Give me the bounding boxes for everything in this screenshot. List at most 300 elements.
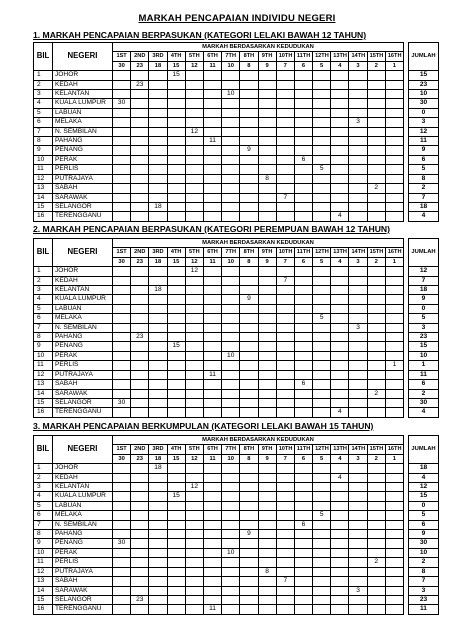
empty-cell: [294, 473, 312, 482]
jumlah-cell: 3: [409, 118, 439, 127]
empty-cell: [331, 71, 349, 80]
points-header: 12: [185, 61, 203, 70]
jumlah-cell: 23: [409, 333, 439, 342]
empty-cell: [131, 361, 149, 370]
empty-cell: [294, 483, 312, 492]
empty-cell: [313, 389, 331, 398]
state-name: TERENGGANU: [53, 605, 113, 614]
position-header: 14TH: [349, 52, 367, 61]
position-header: 9TH: [258, 52, 276, 61]
empty-cell: [367, 323, 385, 332]
empty-cell: [385, 389, 403, 398]
position-header: 4TH: [167, 52, 185, 61]
empty-cell: [276, 539, 294, 548]
empty-cell: [113, 483, 131, 492]
empty-cell: [167, 118, 185, 127]
empty-cell: [240, 370, 258, 379]
empty-cell: [203, 146, 221, 155]
empty-cell: [313, 323, 331, 332]
empty-cell: [167, 137, 185, 146]
empty-cell: [131, 351, 149, 360]
empty-cell: [131, 184, 149, 193]
empty-cell: [313, 548, 331, 557]
empty-cell: [349, 595, 367, 604]
empty-cell: [331, 276, 349, 285]
empty-cell: [240, 165, 258, 174]
empty-cell: [367, 99, 385, 108]
state-name: SABAH: [53, 380, 113, 389]
empty-cell: [113, 586, 131, 595]
empty-cell: [313, 184, 331, 193]
empty-cell: [367, 577, 385, 586]
empty-cell: [313, 80, 331, 89]
position-header: 8TH: [240, 52, 258, 61]
empty-cell: [258, 212, 276, 221]
empty-cell: [349, 370, 367, 379]
empty-cell: [185, 511, 203, 520]
state-name: JOHOR: [53, 71, 113, 80]
position-header: 1ST: [113, 52, 131, 61]
row-number: 10: [34, 351, 53, 360]
empty-cell: [331, 361, 349, 370]
row-number: 11: [34, 361, 53, 370]
points-header: 18: [149, 257, 167, 266]
points-header: 6: [294, 61, 312, 70]
state-name: PERAK: [53, 548, 113, 557]
row-number: 2: [34, 80, 53, 89]
empty-cell: [276, 530, 294, 539]
empty-cell: [240, 520, 258, 529]
empty-cell: [367, 501, 385, 510]
state-name: SABAH: [53, 577, 113, 586]
empty-cell: [258, 530, 276, 539]
empty-cell: [313, 558, 331, 567]
row-number: 3: [34, 90, 53, 99]
jumlah-cell: 7: [409, 193, 439, 202]
empty-cell: [113, 464, 131, 473]
empty-cell: [367, 605, 385, 614]
points-header: 8: [240, 61, 258, 70]
empty-cell: [385, 605, 403, 614]
empty-cell: [240, 286, 258, 295]
section-3-table: [33, 435, 439, 615]
empty-cell: [149, 483, 167, 492]
state-name: PENANG: [53, 146, 113, 155]
empty-cell: [385, 595, 403, 604]
empty-cell: [294, 333, 312, 342]
table-row: [34, 548, 439, 557]
empty-cell: [222, 276, 240, 285]
jumlah-cell: 11: [409, 605, 439, 614]
empty-cell: [258, 492, 276, 501]
empty-cell: [331, 380, 349, 389]
empty-cell: [331, 520, 349, 529]
empty-cell: [185, 99, 203, 108]
empty-cell: [349, 558, 367, 567]
state-name: SABAH: [53, 184, 113, 193]
jumlah-cell: 6: [409, 155, 439, 164]
empty-cell: [313, 351, 331, 360]
empty-cell: [131, 380, 149, 389]
empty-cell: [313, 595, 331, 604]
empty-cell: [294, 202, 312, 211]
state-name: KEDAH: [53, 80, 113, 89]
points-header: 10: [222, 454, 240, 463]
empty-cell: [131, 342, 149, 351]
empty-cell: [331, 314, 349, 323]
empty-cell: [349, 389, 367, 398]
score-cell: 10: [222, 548, 240, 557]
empty-cell: [222, 71, 240, 80]
empty-cell: [385, 314, 403, 323]
empty-cell: [331, 99, 349, 108]
table-row: [34, 90, 439, 99]
empty-cell: [131, 389, 149, 398]
empty-cell: [276, 558, 294, 567]
empty-cell: [240, 304, 258, 313]
row-number: 16: [34, 212, 53, 221]
empty-cell: [349, 361, 367, 370]
empty-cell: [222, 530, 240, 539]
jumlah-cell: 6: [409, 520, 439, 529]
empty-cell: [240, 267, 258, 276]
empty-cell: [349, 333, 367, 342]
empty-cell: [240, 80, 258, 89]
empty-cell: [258, 193, 276, 202]
empty-cell: [131, 464, 149, 473]
empty-cell: [276, 351, 294, 360]
empty-cell: [258, 370, 276, 379]
empty-cell: [185, 184, 203, 193]
state-name: SARAWAK: [53, 586, 113, 595]
empty-cell: [113, 389, 131, 398]
empty-cell: [367, 464, 385, 473]
row-number: 11: [34, 165, 53, 174]
negeri-header: NEGERI: [53, 239, 113, 267]
empty-cell: [367, 586, 385, 595]
empty-cell: [349, 408, 367, 417]
empty-cell: [149, 165, 167, 174]
empty-cell: [313, 108, 331, 117]
empty-cell: [367, 155, 385, 164]
empty-cell: [331, 577, 349, 586]
state-name: PENANG: [53, 539, 113, 548]
empty-cell: [149, 146, 167, 155]
empty-cell: [113, 380, 131, 389]
empty-cell: [367, 398, 385, 407]
score-cell: 3: [349, 586, 367, 595]
table-row: [34, 380, 439, 389]
empty-cell: [313, 577, 331, 586]
empty-cell: [367, 351, 385, 360]
empty-cell: [349, 351, 367, 360]
empty-cell: [331, 193, 349, 202]
table-row: [34, 193, 439, 202]
position-header: 13TH: [331, 445, 349, 454]
empty-cell: [331, 492, 349, 501]
empty-cell: [240, 398, 258, 407]
empty-cell: [385, 370, 403, 379]
empty-cell: [349, 342, 367, 351]
score-cell: 11: [203, 605, 221, 614]
empty-cell: [149, 398, 167, 407]
row-number: 9: [34, 342, 53, 351]
empty-cell: [113, 595, 131, 604]
empty-cell: [185, 286, 203, 295]
jumlah-cell: 0: [409, 108, 439, 117]
row-number: 8: [34, 333, 53, 342]
jumlah-header: JUMLAH: [409, 239, 439, 267]
section-1-table: [33, 42, 439, 222]
empty-cell: [331, 155, 349, 164]
empty-cell: [185, 605, 203, 614]
empty-cell: [113, 323, 131, 332]
empty-cell: [131, 567, 149, 576]
empty-cell: [203, 577, 221, 586]
state-name: PAHANG: [53, 333, 113, 342]
empty-cell: [185, 304, 203, 313]
row-number: 14: [34, 389, 53, 398]
empty-cell: [113, 314, 131, 323]
empty-cell: [167, 530, 185, 539]
empty-cell: [385, 80, 403, 89]
empty-cell: [258, 314, 276, 323]
score-cell: 11: [203, 137, 221, 146]
empty-cell: [349, 155, 367, 164]
empty-cell: [385, 267, 403, 276]
empty-cell: [258, 473, 276, 482]
empty-cell: [367, 314, 385, 323]
jumlah-cell: 5: [409, 314, 439, 323]
empty-cell: [222, 323, 240, 332]
empty-cell: [367, 492, 385, 501]
empty-cell: [113, 520, 131, 529]
empty-cell: [276, 118, 294, 127]
empty-cell: [331, 501, 349, 510]
jumlah-cell: 2: [409, 184, 439, 193]
table-row: [34, 286, 439, 295]
score-cell: 10: [222, 90, 240, 99]
jumlah-cell: 23: [409, 595, 439, 604]
points-header: 15: [167, 61, 185, 70]
empty-cell: [113, 127, 131, 136]
empty-cell: [367, 80, 385, 89]
empty-cell: [258, 90, 276, 99]
row-number: 5: [34, 501, 53, 510]
empty-cell: [185, 80, 203, 89]
empty-cell: [149, 295, 167, 304]
score-cell: 4: [331, 408, 349, 417]
empty-cell: [385, 184, 403, 193]
empty-cell: [313, 605, 331, 614]
empty-cell: [258, 558, 276, 567]
empty-cell: [167, 174, 185, 183]
empty-cell: [276, 586, 294, 595]
empty-cell: [258, 267, 276, 276]
empty-cell: [203, 127, 221, 136]
table-row: [34, 202, 439, 211]
position-header: 16TH: [385, 248, 403, 257]
empty-cell: [349, 501, 367, 510]
row-number: 14: [34, 586, 53, 595]
position-header: 13TH: [331, 248, 349, 257]
empty-cell: [167, 80, 185, 89]
empty-cell: [167, 483, 185, 492]
empty-cell: [367, 370, 385, 379]
empty-cell: [258, 286, 276, 295]
state-name: LABUAN: [53, 501, 113, 510]
empty-cell: [276, 90, 294, 99]
empty-cell: [113, 501, 131, 510]
empty-cell: [294, 71, 312, 80]
table-row: [34, 520, 439, 529]
empty-cell: [258, 342, 276, 351]
empty-cell: [313, 295, 331, 304]
empty-cell: [167, 501, 185, 510]
empty-cell: [222, 267, 240, 276]
empty-cell: [331, 267, 349, 276]
empty-cell: [258, 577, 276, 586]
empty-cell: [276, 473, 294, 482]
empty-cell: [331, 605, 349, 614]
empty-cell: [131, 165, 149, 174]
empty-cell: [131, 483, 149, 492]
empty-cell: [185, 520, 203, 529]
empty-cell: [149, 558, 167, 567]
empty-cell: [222, 137, 240, 146]
position-header: 5TH: [185, 248, 203, 257]
empty-cell: [113, 492, 131, 501]
empty-cell: [313, 212, 331, 221]
empty-cell: [185, 323, 203, 332]
empty-cell: [113, 202, 131, 211]
empty-cell: [203, 539, 221, 548]
empty-cell: [131, 548, 149, 557]
empty-cell: [276, 361, 294, 370]
position-header: 14TH: [349, 248, 367, 257]
points-header: 2: [367, 257, 385, 266]
empty-cell: [331, 586, 349, 595]
empty-cell: [258, 137, 276, 146]
empty-cell: [167, 389, 185, 398]
empty-cell: [131, 202, 149, 211]
empty-cell: [258, 501, 276, 510]
empty-cell: [240, 389, 258, 398]
empty-cell: [349, 90, 367, 99]
section-3-title: 3. MARKAH PENCAPAIAN BERKUMPULAN (KATEGORI LELAKI BAWAH 15 TAHUN): [33, 421, 374, 431]
row-number: 13: [34, 577, 53, 586]
empty-cell: [331, 530, 349, 539]
empty-cell: [385, 323, 403, 332]
empty-cell: [131, 108, 149, 117]
points-header: 23: [131, 257, 149, 266]
points-header: 11: [203, 257, 221, 266]
table-row: [34, 342, 439, 351]
empty-cell: [131, 586, 149, 595]
empty-cell: [385, 165, 403, 174]
empty-cell: [276, 323, 294, 332]
empty-cell: [331, 202, 349, 211]
state-name: KEDAH: [53, 276, 113, 285]
empty-cell: [222, 539, 240, 548]
empty-cell: [113, 212, 131, 221]
score-cell: 30: [113, 398, 131, 407]
empty-cell: [185, 71, 203, 80]
row-number: 7: [34, 323, 53, 332]
empty-cell: [331, 127, 349, 136]
jumlah-cell: 9: [409, 530, 439, 539]
empty-cell: [258, 80, 276, 89]
score-cell: 9: [240, 530, 258, 539]
row-number: 2: [34, 276, 53, 285]
empty-cell: [222, 520, 240, 529]
state-name: KELANTAN: [53, 286, 113, 295]
empty-cell: [222, 202, 240, 211]
empty-cell: [240, 492, 258, 501]
empty-cell: [167, 295, 185, 304]
empty-cell: [258, 520, 276, 529]
position-header: 15TH: [367, 52, 385, 61]
row-number: 1: [34, 71, 53, 80]
empty-cell: [385, 577, 403, 586]
points-header: 9: [258, 257, 276, 266]
empty-cell: [222, 99, 240, 108]
empty-cell: [367, 137, 385, 146]
state-name: KELANTAN: [53, 90, 113, 99]
empty-cell: [185, 118, 203, 127]
empty-cell: [185, 314, 203, 323]
empty-cell: [240, 99, 258, 108]
position-header: 8TH: [240, 248, 258, 257]
empty-cell: [367, 276, 385, 285]
empty-cell: [349, 548, 367, 557]
score-cell: 18: [149, 464, 167, 473]
empty-cell: [385, 99, 403, 108]
score-cell: 3: [349, 323, 367, 332]
empty-cell: [113, 71, 131, 80]
empty-cell: [113, 473, 131, 482]
position-header: 10TH: [276, 52, 294, 61]
score-cell: 2: [367, 184, 385, 193]
empty-cell: [113, 548, 131, 557]
empty-cell: [131, 155, 149, 164]
row-number: 4: [34, 99, 53, 108]
empty-cell: [240, 71, 258, 80]
row-number: 14: [34, 193, 53, 202]
empty-cell: [113, 511, 131, 520]
empty-cell: [167, 202, 185, 211]
empty-cell: [258, 361, 276, 370]
position-header: 7TH: [222, 445, 240, 454]
row-number: 7: [34, 127, 53, 136]
score-cell: 23: [131, 595, 149, 604]
empty-cell: [185, 137, 203, 146]
empty-cell: [294, 267, 312, 276]
empty-cell: [149, 155, 167, 164]
position-header: 6TH: [203, 248, 221, 257]
empty-cell: [349, 184, 367, 193]
empty-cell: [113, 342, 131, 351]
empty-cell: [203, 511, 221, 520]
position-header: 2ND: [131, 445, 149, 454]
section-2-table: [33, 238, 439, 418]
jumlah-header: JUMLAH: [409, 436, 439, 464]
position-header: 6TH: [203, 445, 221, 454]
state-name: KUALA LUMPUR: [53, 492, 113, 501]
empty-cell: [185, 155, 203, 164]
bil-header: BIL: [34, 436, 53, 464]
position-header: 14TH: [349, 445, 367, 454]
